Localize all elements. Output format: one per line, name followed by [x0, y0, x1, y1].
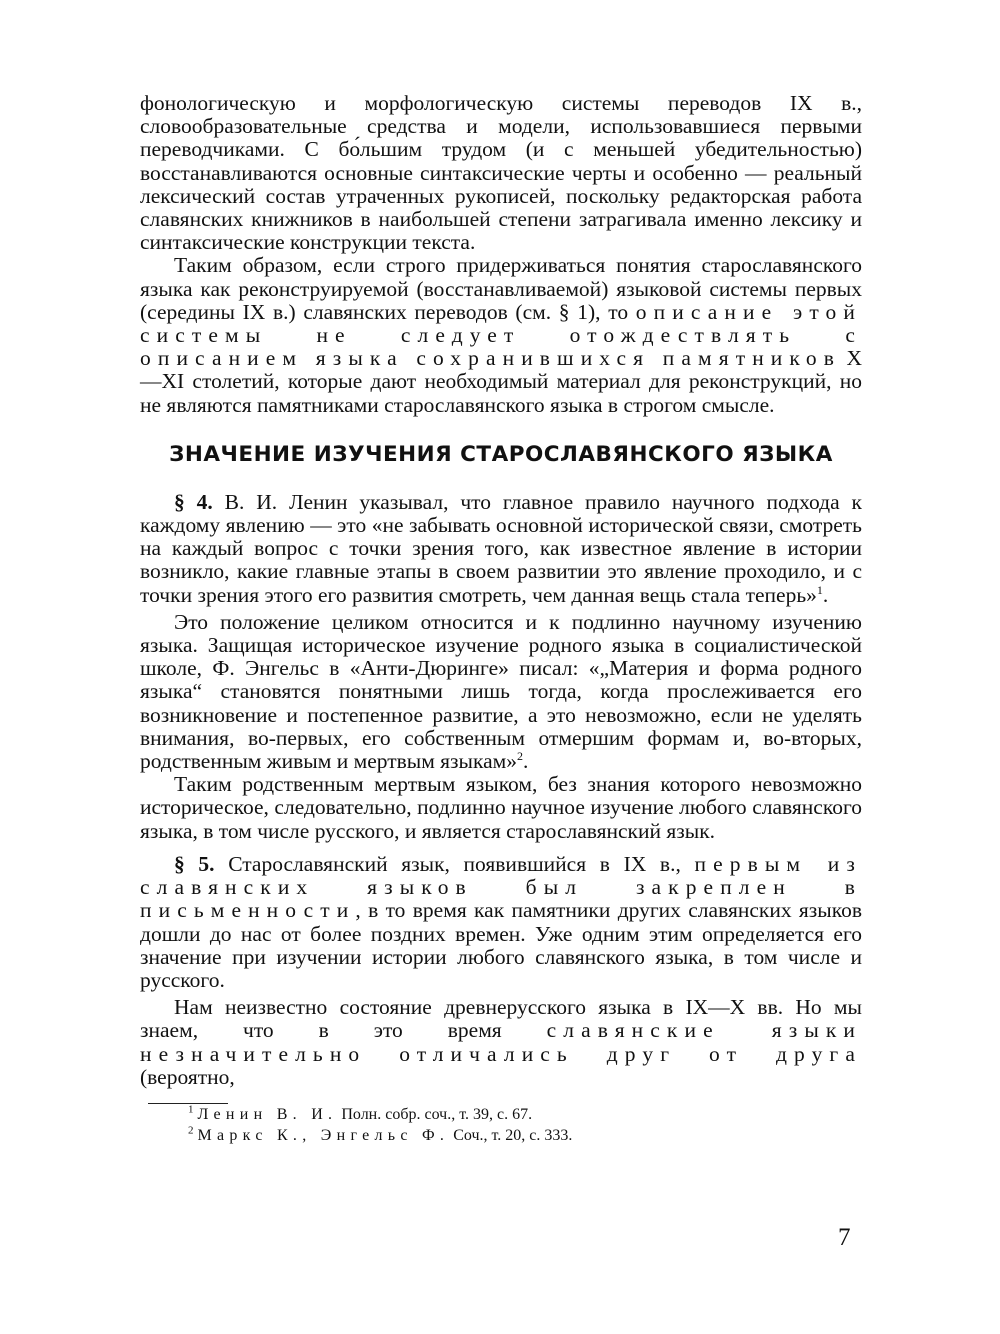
section-marker: § 4.	[174, 489, 213, 514]
page-number: 7	[838, 1224, 851, 1251]
paragraph-s4-2: Это положение целиком относится и к подлинно научному изучению языка. Защищая историческое изучение родного языка в социалистической школе, Ф. Энгельс в «Анти-Дюринге» писал: «„Материя и форма родного языка“ становятся понятными лишь тогда, когда прослеживается его возникновение и постепенное развитие, а это невозможно, если не уделять внимания, во-первых, его собственным отмершим формам и, во-вторых, родственным живым и мертвым языкам»$^2$.	[140, 609, 862, 774]
paragraph-s4-3: Таким родственным мертвым языком, без знания которого невозможно историческое, следовательно, подлинно научное изучение любого славянского языка, в том числе русского, и является старославянский язык.	[140, 772, 862, 843]
paragraph-s4-1: § 4. В. И. Ленин указывал, что главное правило научного подхода к каждому явлению — это «не забывать основной исторической связи, смотреть на каждый вопрос с точки зрения того, как известное явление в истории возникло, какие главные этапы в своем развитии это явление проходило, и с точки зрения этого его развития смотреть, чем данная вещь стала теперь»$^1$.	[140, 489, 862, 607]
spaced-emphasis: описание этой системы не следует отождествлять с описанием языка сохранившихся памятников	[140, 299, 862, 371]
page-body	[140, 92, 862, 1146]
paragraph-s5-2: Нам неизвестно состояние древнерусского языка в IX—X вв. Но мы знаем, что в это время славянские языки незначительно отличались друг от друга (вероятно,	[140, 995, 862, 1089]
footnote-ref: 1	[816, 582, 823, 597]
paragraph-continuation: фонологическую и морфологическую системы переводов IX в., словообразовательные средства и модели, использовавшиеся первыми переводчиками. С бо́льшим трудом (и с меньшей убедительностью) восстанавливаются основные синтаксические черты и особенно — реальный лексический состав утраченных рукописей, поскольку редакторская работа славянских книжников в наибольшей степени затрагивала именно лексику и синтаксические конструкции текста.	[140, 91, 862, 255]
section-heading: ЗНАЧЕНИЕ ИЗУЧЕНИЯ СТАРОСЛАВЯНСКОГО ЯЗЫКА	[169, 441, 833, 467]
paragraph-conclusion: Таким образом, если строго придерживаться понятия старославянского языка как реконструируемой (восстанавливаемой) языковой системы первых (середины IX в.) славянских переводов (см. § 1), то описание этой системы не следует отождествлять с описанием языка сохранившихся памятников X—XI столетий, которые дают необходимый материал для реконструкций, но не являются памятниками старославянского языка в строгом смысле.	[140, 253, 862, 417]
footnote-author: Маркс К., Энгельс Ф.	[197, 1126, 450, 1144]
spaced-emphasis: первым из славянских языков был закреплен в письменности	[140, 851, 863, 923]
footnote-author: Ленин В. И.	[197, 1105, 338, 1123]
paragraph-s5-1: § 5. Старославянский язык, появившийся в IX в., первым из славянских языков был закреплен в письменности, в то время как памятники других славянских языков дошли до нас от более поздних времен. Уже одним этим определяется его значение при изучении истории любого славянского языка, в том числе и русского.	[140, 851, 863, 992]
spaced-emphasis: славянские языки незначительно отличались друг от друга	[140, 1018, 862, 1066]
section-marker: § 5.	[174, 851, 215, 876]
footnote: $^1$ Ленин В. И. Полн. собр. соч., т. 39, с. 67.	[188, 1103, 533, 1123]
footnote-ref: 2	[517, 748, 524, 763]
footnote: $^2$ Маркс К., Энгельс Ф. Соч., т. 20, с. 333.	[188, 1124, 573, 1144]
